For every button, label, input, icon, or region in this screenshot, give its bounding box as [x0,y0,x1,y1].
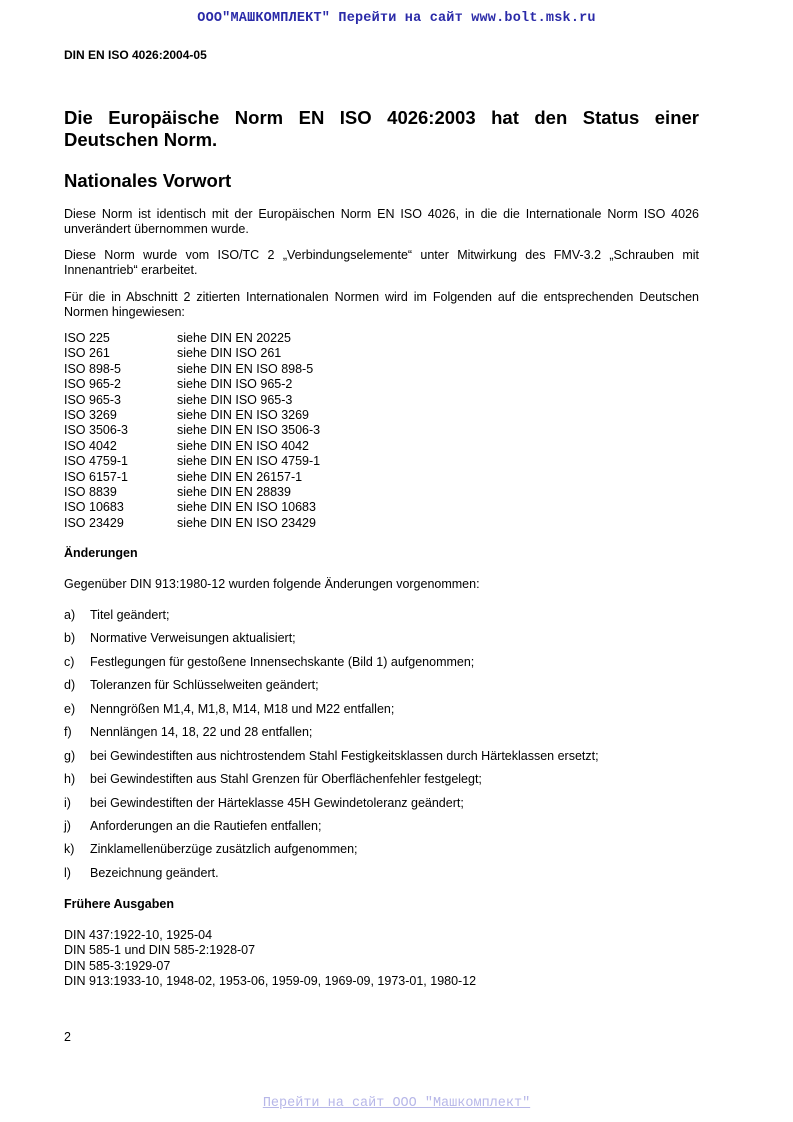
changes-heading: Änderungen [64,546,138,560]
list-item-text: Zinklamellenüberzüge zusätzlich aufgenommen; [90,842,358,857]
changes-list [64,608,599,889]
list-item-letter: d) [64,678,76,693]
din-norm: siehe DIN EN 28839 [177,484,291,499]
list-item-text: Toleranzen für Schlüsselweiten geändert; [90,678,319,693]
footer-site-link[interactable]: Перейти на сайт ООО "Машкомплект" [262,1096,531,1111]
list-item-text: Titel geändert; [90,608,170,622]
list-item [64,819,599,842]
list-item [64,866,599,889]
din-norm: siehe DIN EN ISO 4759-1 [177,454,321,469]
norm-reference-row [64,408,320,423]
din-norm: siehe DIN EN ISO 23429 [177,515,316,530]
edition-line: DIN 585-3:1929-07 [64,958,171,973]
list-item-letter: l) [64,865,71,880]
iso-norm: ISO 4759-1 [64,454,128,469]
list-item-text: Nenngrößen M1,4, M1,8, M14, M18 und M22 entfallen; [90,701,395,716]
list-item-letter: h) [64,772,76,787]
iso-norm: ISO 23429 [64,515,124,530]
din-norm: siehe DIN EN 20225 [177,331,291,345]
din-norm: siehe DIN ISO 261 [177,346,282,361]
list-item-letter: i) [64,795,71,810]
norm-reference-row [64,377,320,392]
din-norm: siehe DIN ISO 965-2 [177,377,293,392]
din-norm: siehe DIN EN ISO 898-5 [177,361,314,376]
list-item-text: Bezeichnung geändert. [90,865,219,880]
list-item-letter: e) [64,701,76,716]
list-item-text: bei Gewindestiften aus Stahl Grenzen für Oberflächenfehler festgelegt; [90,772,482,787]
din-norm: siehe DIN EN ISO 3506-3 [177,423,321,438]
iso-norm: ISO 225 [64,331,110,345]
list-item-letter: j) [64,818,71,833]
iso-norm: ISO 261 [64,346,110,361]
paragraph-committee: Diese Norm wurde vom ISO/TC 2 „Verbindungselemente“ unter Mitwirkung des FMV-3.2 „Schrauben mit Innenantrieb“ erarbeitet. [64,248,699,277]
list-item [64,749,599,772]
norm-reference-row [64,423,320,438]
iso-norm: ISO 898-5 [64,361,121,376]
norm-reference-row [64,485,320,500]
list-item-letter: k) [64,842,75,857]
din-norm: siehe DIN EN ISO 4042 [177,438,310,453]
list-item-text: Festlegungen für gestoßene Innensechskante (Bild 1) aufgenommen; [90,654,475,669]
iso-norm: ISO 6157-1 [64,469,128,484]
iso-norm: ISO 4042 [64,438,117,453]
list-item [64,702,599,725]
din-norm: siehe DIN EN 26157-1 [177,469,303,484]
edition-line: DIN 437:1922-10, 1925-04 [64,928,213,942]
din-norm: siehe DIN ISO 965-3 [177,392,293,407]
paragraph-references-intro: Für die in Abschnitt 2 zitierten Internationalen Normen wird im Folgenden auf die entsprechenden Deutschen Normen hingewiesen: [64,290,699,319]
list-item-text: Nennlängen 14, 18, 22 und 28 entfallen; [90,725,313,740]
paragraph-identity: Diese Norm ist identisch mit der Europäischen Norm EN ISO 4026, in die die Internationale Norm ISO 4026 unverändert übernommen wurde. [64,207,699,236]
document-id: DIN EN ISO 4026:2004-05 [64,48,207,62]
list-item [64,678,599,701]
list-item [64,725,599,748]
changes-intro: Gegenüber DIN 913:1980-12 wurden folgende Änderungen vorgenommen: [64,577,480,591]
list-item-letter: b) [64,631,76,646]
din-norm: siehe DIN EN ISO 3269 [177,407,310,422]
norm-reference-row [64,470,320,485]
norm-reference-row [64,500,320,515]
list-item [64,631,599,654]
iso-norm: ISO 10683 [64,500,124,515]
edition-line: DIN 913:1933-10, 1948-02, 1953-06, 1959-09, 1969-09, 1973-01, 1980-12 [64,973,477,988]
list-item [64,842,599,865]
norm-reference-row [64,346,320,361]
iso-norm: ISO 3506-3 [64,423,128,438]
list-item-letter: c) [64,654,75,669]
edition-line: DIN 585-1 und DIN 585-2:1928-07 [64,943,256,958]
list-item [64,608,599,631]
norm-reference-row [64,362,320,377]
list-item-text: bei Gewindestiften der Härteklasse 45H Gewindetoleranz geändert; [90,795,464,810]
page-number: 2 [64,1030,71,1044]
list-item [64,772,599,795]
list-item-text: bei Gewindestiften aus nichtrostendem Stahl Festigkeitsklassen durch Härteklassen ersetzt; [90,748,599,763]
list-item-letter: a) [64,608,76,622]
iso-norm: ISO 965-3 [64,392,121,407]
iso-norm: ISO 8839 [64,484,117,499]
list-item-letter: f) [64,725,72,740]
norm-reference-row [64,439,320,454]
site-banner-link[interactable]: ООО"МАШКОМПЛЕКТ" Перейти на сайт www.bolt.msk.ru [197,11,596,26]
norm-reference-row [64,393,320,408]
editions-list [64,928,476,989]
norm-reference-row [64,454,320,469]
list-item-letter: g) [64,748,76,763]
editions-heading: Frühere Ausgaben [64,897,174,911]
iso-norm: ISO 3269 [64,407,117,422]
din-norm: siehe DIN EN ISO 10683 [177,500,316,515]
list-item [64,796,599,819]
norm-reference-list [64,331,320,531]
list-item-text: Anforderungen an die Rautiefen entfallen; [90,818,322,833]
norm-reference-row [64,331,320,346]
section-heading-vorwort: Nationales Vorwort [64,170,232,191]
norm-reference-row [64,516,320,531]
list-item-text: Normative Verweisungen aktualisiert; [90,631,296,646]
document-title: Die Europäische Norm EN ISO 4026:2003 hat den Status einer Deutschen Norm. [64,107,699,150]
iso-norm: ISO 965-2 [64,377,121,392]
list-item [64,655,599,678]
